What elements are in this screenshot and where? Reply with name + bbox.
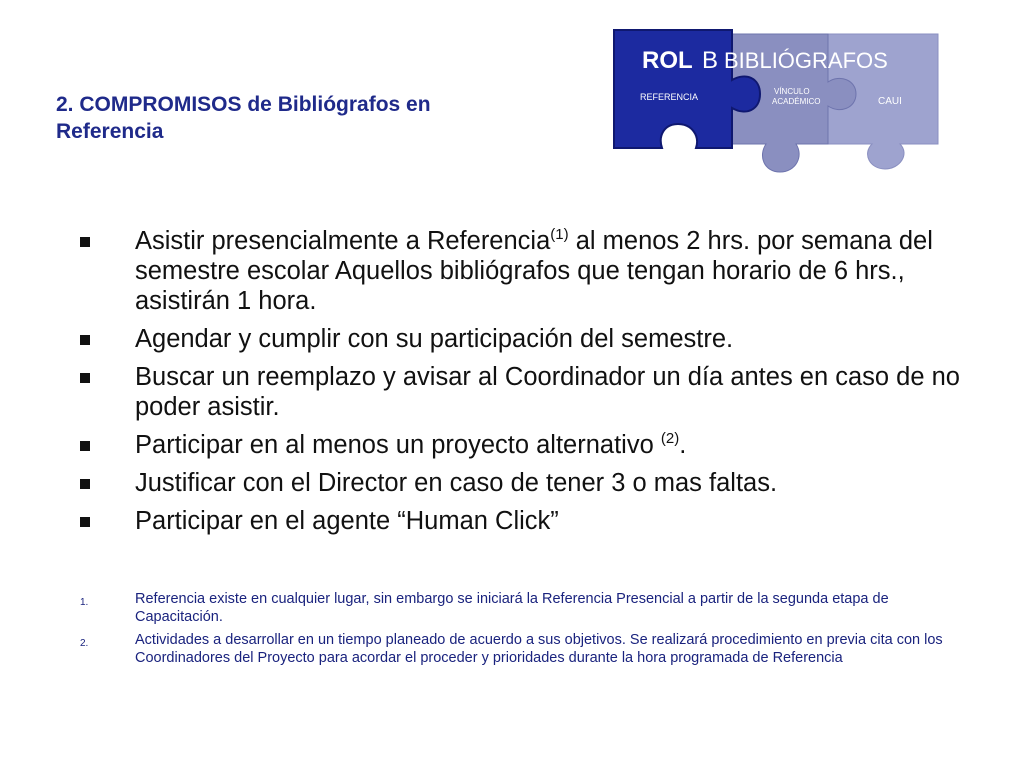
slide-title-line1: 2. COMPROMISOS de Bibliógrafos en bbox=[56, 93, 431, 116]
logo-rol-text: ROL bbox=[642, 47, 693, 74]
footnote-number: 1. bbox=[80, 597, 89, 608]
commitment-item bbox=[80, 430, 960, 460]
commitment-text: Participar en el agente “Human Click” bbox=[135, 507, 559, 535]
logo-referencia-label: REFERENCIA bbox=[640, 92, 699, 102]
bullet-square-icon bbox=[80, 237, 90, 247]
commitment-item bbox=[80, 324, 960, 354]
commitment-text: Participar en al menos un proyecto alternativo bbox=[135, 431, 661, 459]
footnote-item bbox=[80, 590, 950, 626]
footnote-text: Referencia existe en cualquier lugar, sin embargo se iniciará la Referencia Presencial a partir de la segunda etapa de Capacitación. bbox=[135, 591, 889, 625]
logo-bibliografos-text: BIBLIÓGRAFOS bbox=[724, 48, 888, 73]
commitment-text-after: . bbox=[679, 431, 687, 459]
bullet-square-icon bbox=[80, 373, 90, 383]
logo-caui-label: CAUI bbox=[878, 96, 902, 107]
commitment-item bbox=[80, 468, 960, 498]
logo-academico-label: ACADÉMICO bbox=[772, 97, 821, 106]
puzzle-graphic bbox=[600, 22, 950, 177]
commitment-text: Agendar y cumplir con su participación del semestre. bbox=[135, 325, 734, 353]
slide-title-line2: Referencia bbox=[56, 119, 164, 143]
slide-title bbox=[56, 92, 556, 146]
logo-b-text: B bbox=[702, 47, 719, 74]
commitment-item bbox=[80, 506, 960, 536]
commitment-item bbox=[80, 362, 960, 422]
footnotes-list bbox=[80, 590, 950, 672]
bullet-square-icon bbox=[80, 441, 90, 451]
footnote-ref: (1) bbox=[550, 226, 569, 243]
puzzle-logo bbox=[600, 22, 950, 177]
footnote-number: 2. bbox=[80, 638, 89, 649]
footnote-text: Actividades a desarrollar en un tiempo planeado de acuerdo a sus objetivos. Se realizará procedimiento en previa cita con los Coordinadores del Proyecto para acordar el proceder y prioridades durante la hora programada de Referencia bbox=[135, 632, 943, 666]
bullet-square-icon bbox=[80, 517, 90, 527]
bullet-square-icon bbox=[80, 479, 90, 489]
logo-vinculo-label: VÍNCULO bbox=[774, 87, 810, 96]
footnote-ref: (2) bbox=[660, 430, 680, 447]
commitment-item bbox=[80, 226, 960, 316]
commitment-text: Asistir presencialmente a Referencia bbox=[135, 227, 551, 255]
commitment-text-after: al menos 2 hrs. por semana del semestre escolar Aquellos bibliógrafos que tengan horario de 6 hrs., asistirán 1 hora. bbox=[135, 227, 933, 315]
commitment-text: Buscar un reemplazo y avisar al Coordinador un día antes en caso de no poder asistir. bbox=[135, 363, 960, 421]
commitment-text: Justificar con el Director en caso de tener 3 o mas faltas. bbox=[135, 469, 778, 497]
bullet-square-icon bbox=[80, 335, 90, 345]
commitments-list bbox=[80, 226, 960, 544]
footnote-item bbox=[80, 631, 950, 667]
